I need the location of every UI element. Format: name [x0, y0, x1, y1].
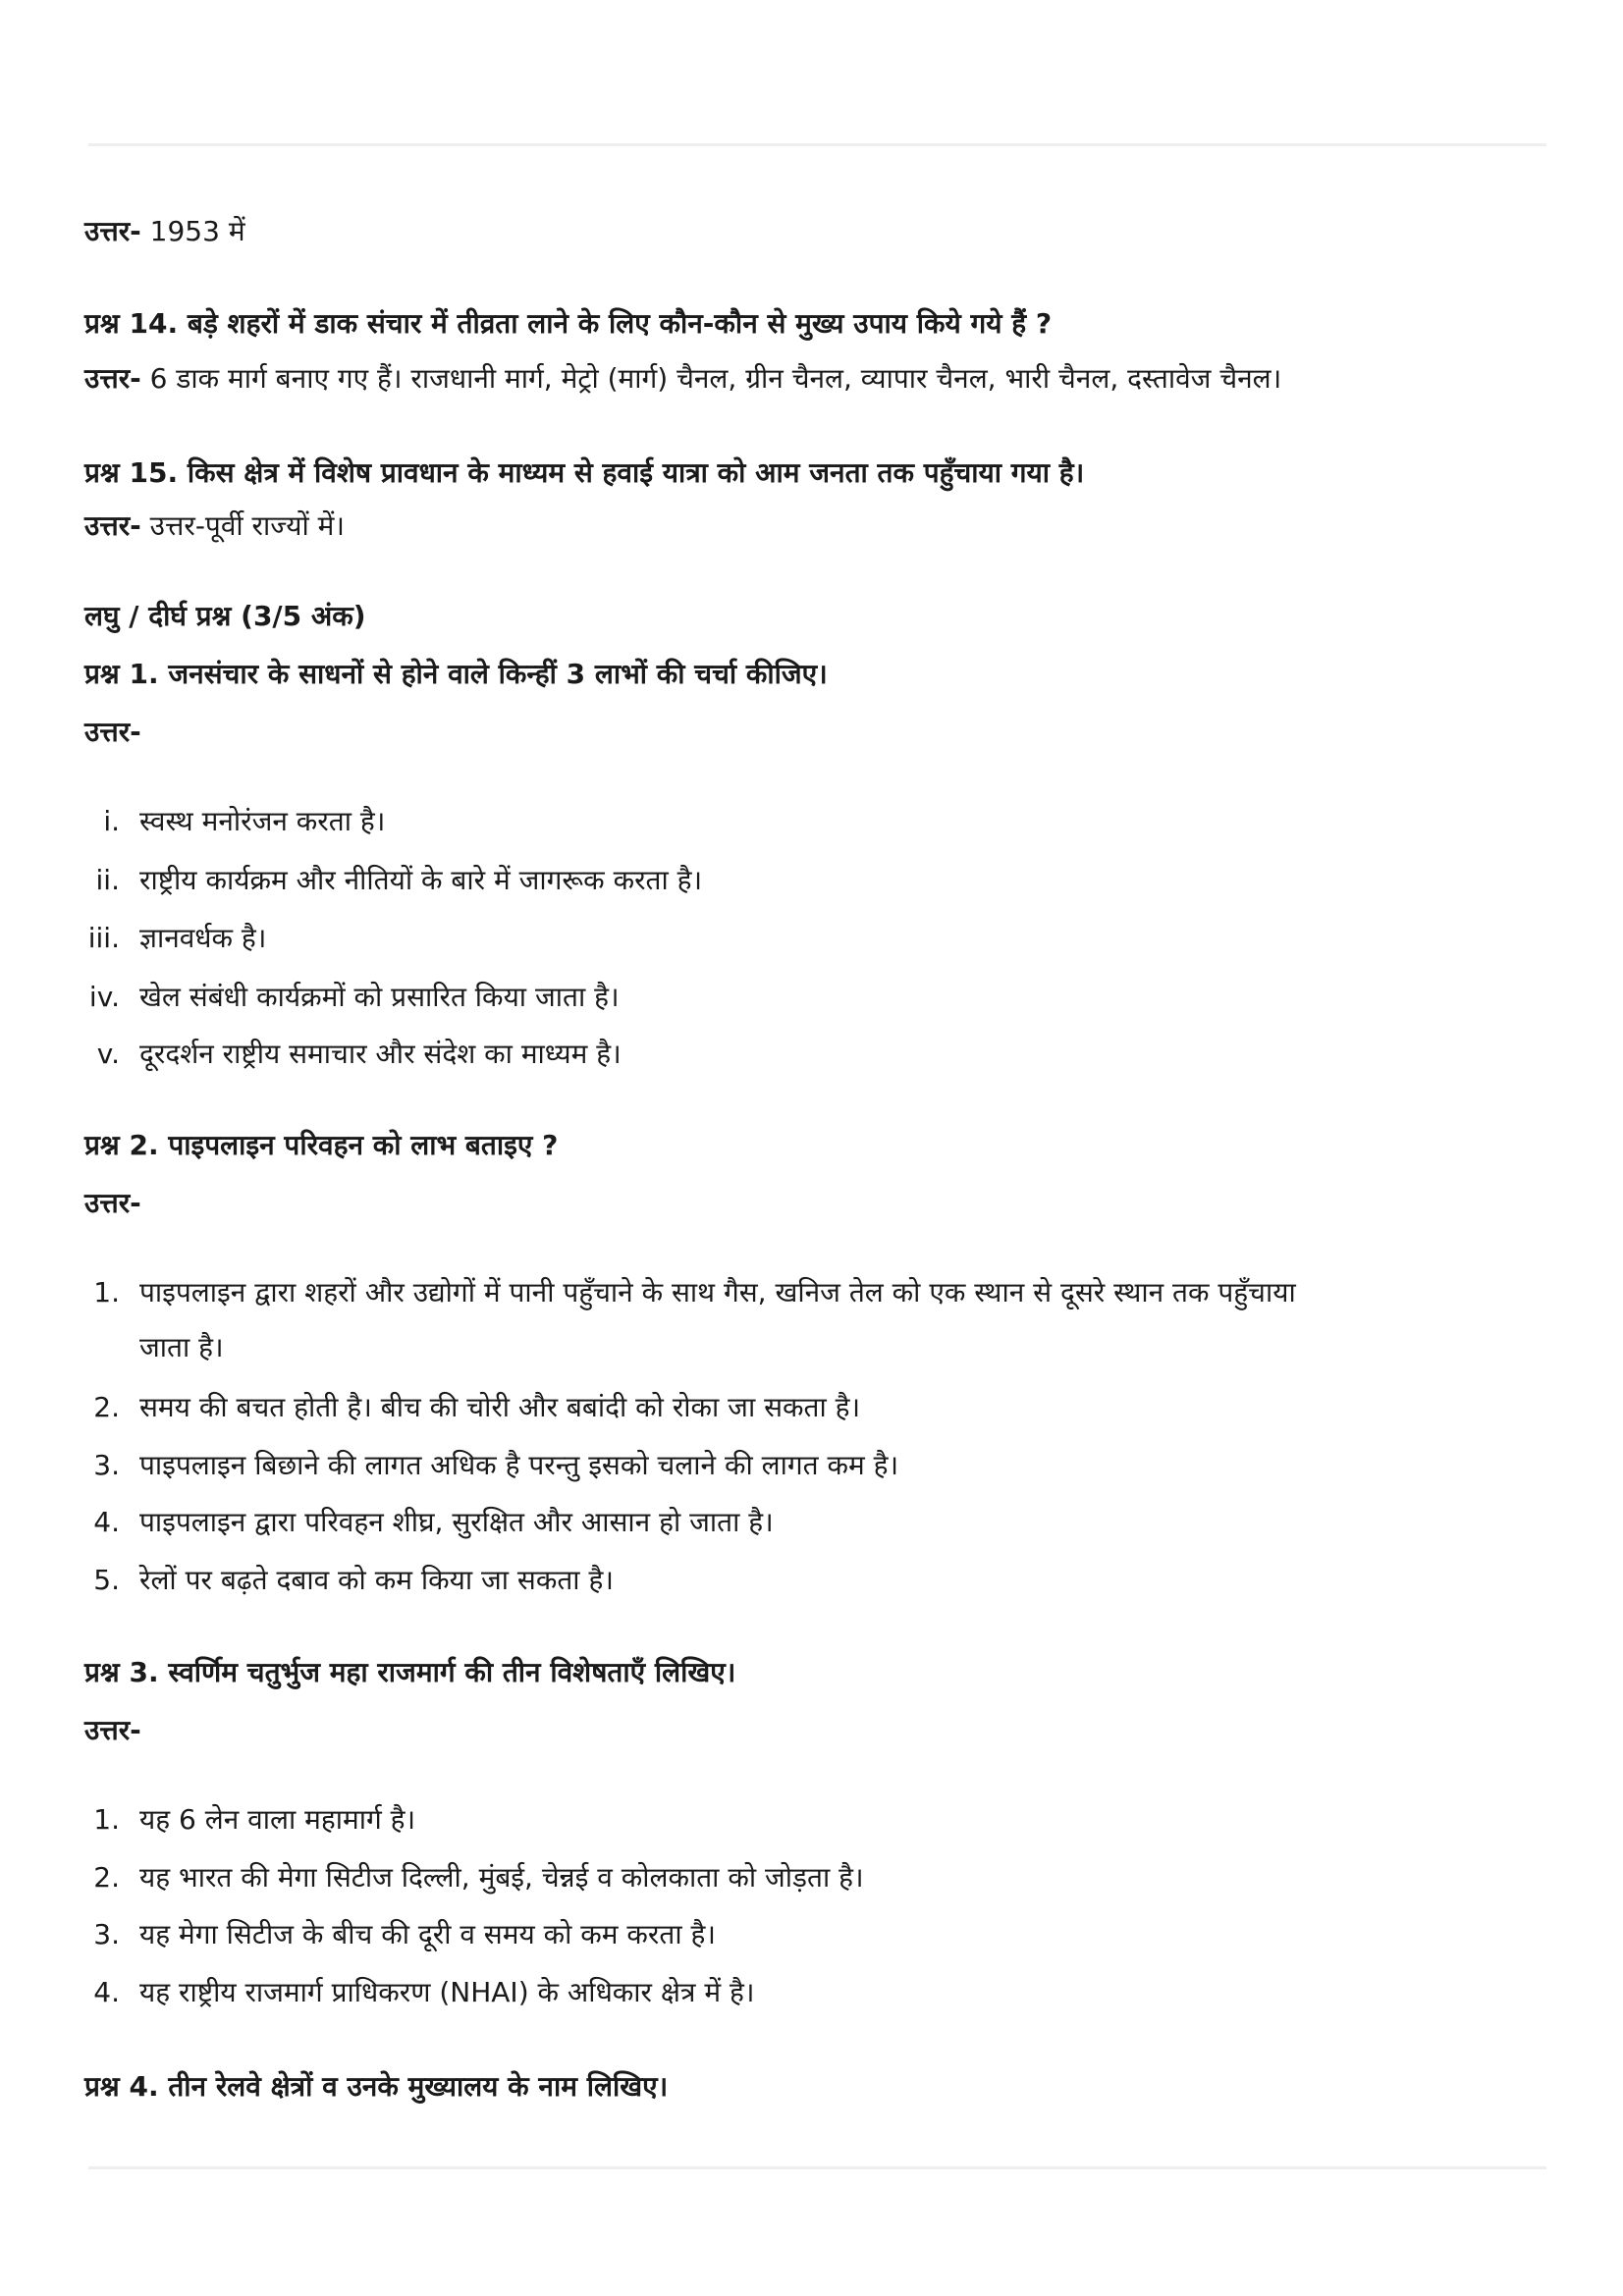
answer-label: उत्तर- [84, 215, 141, 247]
lq1-question: प्रश्न 1. जनसंचार के साधनों से होने वाले किन्हीं 3 लाभों की चर्चा कीजिए। [84, 658, 828, 690]
lq2-question: प्रश्न 2. पाइपलाइन परिवहन को लाभ बताइए ? [84, 1129, 559, 1161]
q15-answer [84, 507, 345, 546]
top-divider [88, 143, 1546, 146]
list-item-continuation: जाता है। [139, 1331, 224, 1363]
answer-label: उत्तर- [84, 362, 141, 395]
bottom-divider [88, 2166, 1546, 2169]
lq3-answer-label: उत्तर- [84, 1714, 141, 1746]
list-item: स्वस्थ मनोरंजन करता है। [139, 805, 386, 837]
list-item-number: 4. [93, 1976, 120, 2008]
list-item-number: 1. [93, 1276, 120, 1308]
list-item-number: iv. [88, 981, 120, 1013]
list-item: रेलों पर बढ़ते दबाव को कम किया जा सकता है। [139, 1564, 614, 1596]
answer-text: उत्तर-पूर्वी राज्यों में। [149, 509, 346, 542]
list-item: यह राष्ट्रीय राजमार्ग प्राधिकरण (NHAI) के अधिकार क्षेत्र में है। [139, 1976, 755, 2008]
list-item-number: i. [103, 805, 120, 837]
section-heading: लघु / दीर्घ प्रश्न (3/5 अंक) [84, 600, 366, 632]
answer-label: उत्तर- [84, 509, 141, 542]
list-item: ज्ञानवर्धक है। [139, 922, 267, 954]
list-item: यह भारत की मेगा सिटीज दिल्ली, मुंबई, चेन्नई व कोलकाता को जोड़ता है। [139, 1861, 864, 1894]
list-item-number: iii. [87, 922, 120, 954]
q14-answer [84, 359, 1281, 399]
list-item-number: 4. [93, 1506, 120, 1538]
list-item-number: 3. [93, 1449, 120, 1481]
answer-text: 6 डाक मार्ग बनाए गए हैं। राजधानी मार्ग, मेट्रो (मार्ग) चैनल, ग्रीन चैनल, व्यापार चैनल, भारी चैनल, दस्तावेज चैनल। [149, 362, 1282, 395]
list-item: खेल संबंधी कार्यक्रमों को प्रसारित किया जाता है। [139, 981, 620, 1013]
list-item: पाइपलाइन द्वारा शहरों और उद्योगों में पानी पहुँचाने के साथ गैस, खनिज तेल को एक स्थान से दूसरे स्थान तक पहुँचाया [139, 1276, 1296, 1308]
list-item-number: v. [96, 1038, 120, 1070]
lq3-question: प्रश्न 3. स्वर्णिम चतुर्भुज महा राजमार्ग की तीन विशेषताएँ लिखिए। [84, 1656, 736, 1688]
list-item: राष्ट्रीय कार्यक्रम और नीतियों के बारे में जागरूक करता है। [139, 864, 703, 896]
q13-answer [84, 212, 245, 251]
list-item-number: 1. [93, 1803, 120, 1836]
lq4-question: प्रश्न 4. तीन रेलवे क्षेत्रों व उनके मुख्यालय के नाम लिखिए। [84, 2070, 669, 2103]
lq1-answer-label: उत्तर- [84, 716, 141, 748]
list-item-number: 2. [93, 1391, 120, 1423]
list-item: पाइपलाइन बिछाने की लागत अधिक है परन्तु इसको चलाने की लागत कम है। [139, 1449, 899, 1481]
list-item: यह मेगा सिटीज के बीच की दूरी व समय को कम करता है। [139, 1918, 716, 1950]
list-item: पाइपलाइन द्वारा परिवहन शीघ्र, सुरक्षित और आसान हो जाता है। [139, 1506, 774, 1538]
q14-question: प्रश्न 14. बड़े शहरों में डाक संचार में तीव्रता लाने के लिए कौन-कौन से मुख्य उपाय किये गये हैं ? [84, 307, 1053, 340]
list-item-number: 3. [93, 1918, 120, 1950]
list-item: दूरदर्शन राष्ट्रीय समाचार और संदेश का माध्यम है। [139, 1038, 622, 1070]
list-item: समय की बचत होती है। बीच की चोरी और बबांदी को रोका जा सकता है। [139, 1391, 861, 1423]
lq2-answer-label: उत्तर- [84, 1187, 141, 1219]
list-item-number: 2. [93, 1861, 120, 1894]
list-item-number: 5. [93, 1564, 120, 1596]
list-item: यह 6 लेन वाला महामार्ग है। [139, 1803, 416, 1836]
answer-text: 1953 में [149, 215, 245, 247]
q15-question: प्रश्न 15. किस क्षेत्र में विशेष प्रावधान के माध्यम से हवाई यात्रा को आम जनता तक पहुँचाया गया है। [84, 456, 1085, 489]
list-item-number: ii. [95, 864, 120, 896]
